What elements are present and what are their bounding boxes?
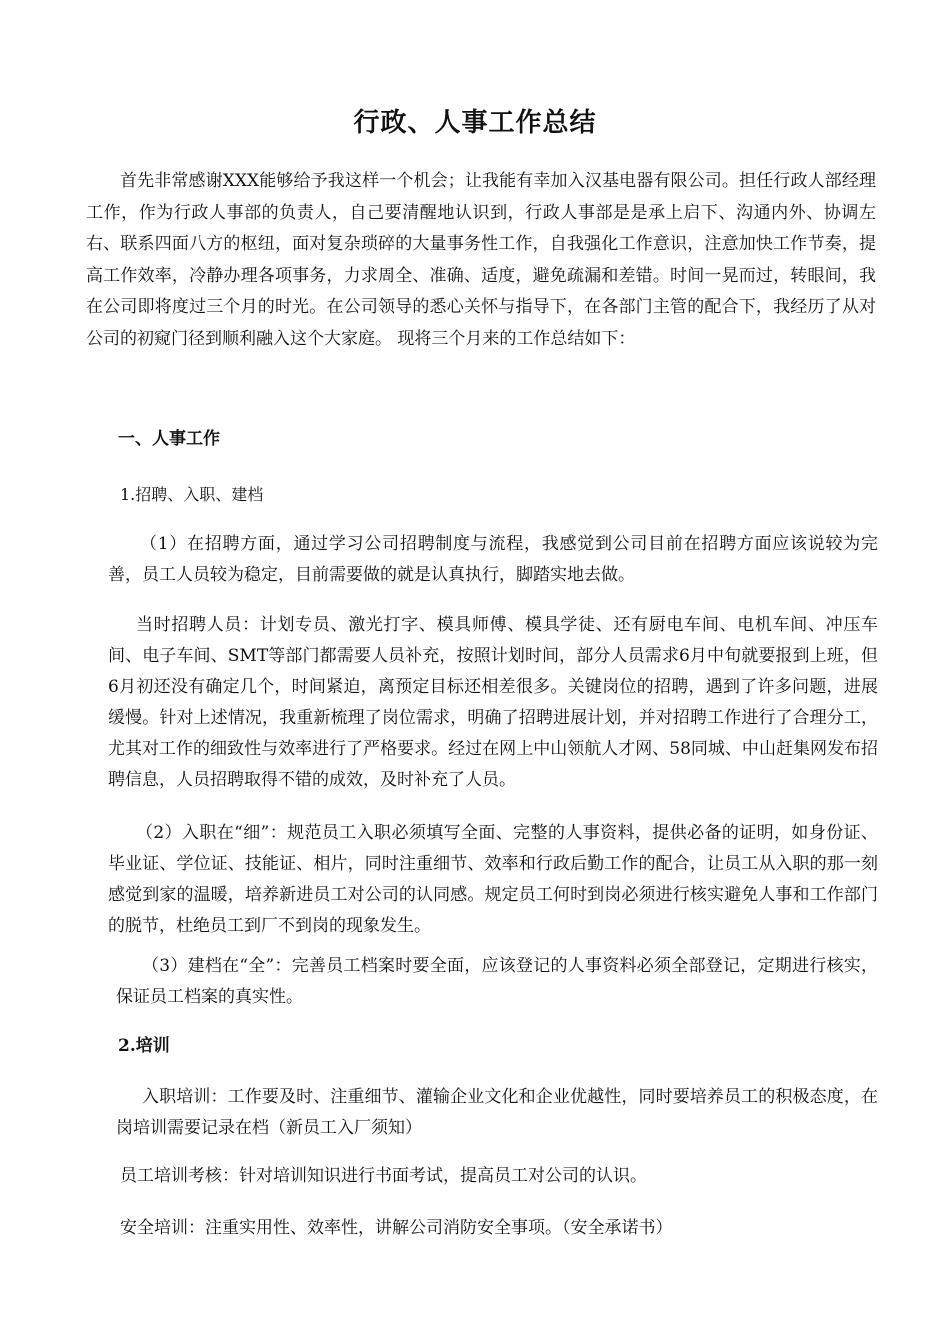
training-exam-paragraph: 员工培训考核：针对培训知识进行书面考试，提高员工对公司的认识。: [120, 1166, 647, 1186]
hiring-paragraph: 当时招聘人员：计划专员、激光打字、模具师傅、模具学徒、还有厨电车间、电机车间、冲压车间、电子车间、SMT等部门都需要人员补充，按照计划时间，部分人员需求6月中旬就要报到上班，但6月初还没有确定几个，时间紧迫，离预定目标还相差很多。关键岗位的招聘，遇到了许多问题，进展缓慢。针对上述情况，我重新梳理了岗位需求，明确了招聘进展计划，并对招聘工作进行了合理分工，尤其对工作的细致性与效率进行了严格要求。经过在网上中山领航人才网、58同城、中山赶集网发布招聘信息，人员招聘取得不错的成效，及时补充了人员。: [108, 615, 878, 790]
section-heading-hr-work: 一、人事工作: [118, 429, 220, 449]
intro-paragraph: 首先非常感谢XXX能够给予我这样一个机会；让我能有幸加入汉基电器有限公司。担任行政人部经理工作，作为行政人事部的负责人，自己要清醒地认识到，行政人事部是是承上启下、沟通内外、协调左右、联系四面八方的枢纽，面对复杂琐碎的大量事务性工作，自我强化工作意识，注意加快工作节奏，提高工作效率，冷静办理各项事务，力求周全、准确、适度，避免疏漏和差错。时间一晃而过，转眼间，我在公司即将度过三个月的时光。在公司领导的悉心关怀与指导下，在各部门主管的配合下，我经历了从对公司的初窥门径到顺利融入这个大家庭。 现将三个月来的工作总结如下：: [86, 171, 876, 349]
safety-training-paragraph: 安全培训：注重实用性、效率性，讲解公司消防安全事项。（安全承诺书）: [120, 1218, 673, 1238]
subsection-heading-recruitment: 1.招聘、入职、建档: [120, 485, 264, 504]
entry-training-paragraph: 入职培训：工作要及时、注重细节、灌输企业文化和企业优越性，同时要培养员工的积极态度，在岗培训需要记录在档（新员工入厂须知）: [116, 1087, 878, 1138]
subsection-heading-training: 2.培训: [118, 1036, 170, 1056]
archiving-paragraph: （3）建档在“全”：完善员工档案时要全面，应该登记的人事资料必须全部登记，定期进行核实，保证员工档案的真实性。: [116, 956, 878, 1007]
recruitment-paragraph: （1）在招聘方面，通过学习公司招聘制度与流程，我感觉到公司目前在招聘方面应该说较为完善，员工人员较为稳定，目前需要做的就是认真执行，脚踏实地去做。: [108, 534, 878, 585]
onboarding-paragraph: （2）入职在“细”：规范员工入职必须填写全面、完整的人事资料，提供必备的证明，如身份证、毕业证、学位证、技能证、相片，同时注重细节、效率和行政后勤工作的配合，让员工从入职的那一刻感觉到家的温暖，培养新进员工对公司的认同感。规定员工何时到岗必须进行核实避免人事和工作部门的脱节，杜绝员工到厂不到岗的现象发生。: [108, 823, 878, 936]
document-title: 行政、人事工作总结: [353, 108, 597, 138]
